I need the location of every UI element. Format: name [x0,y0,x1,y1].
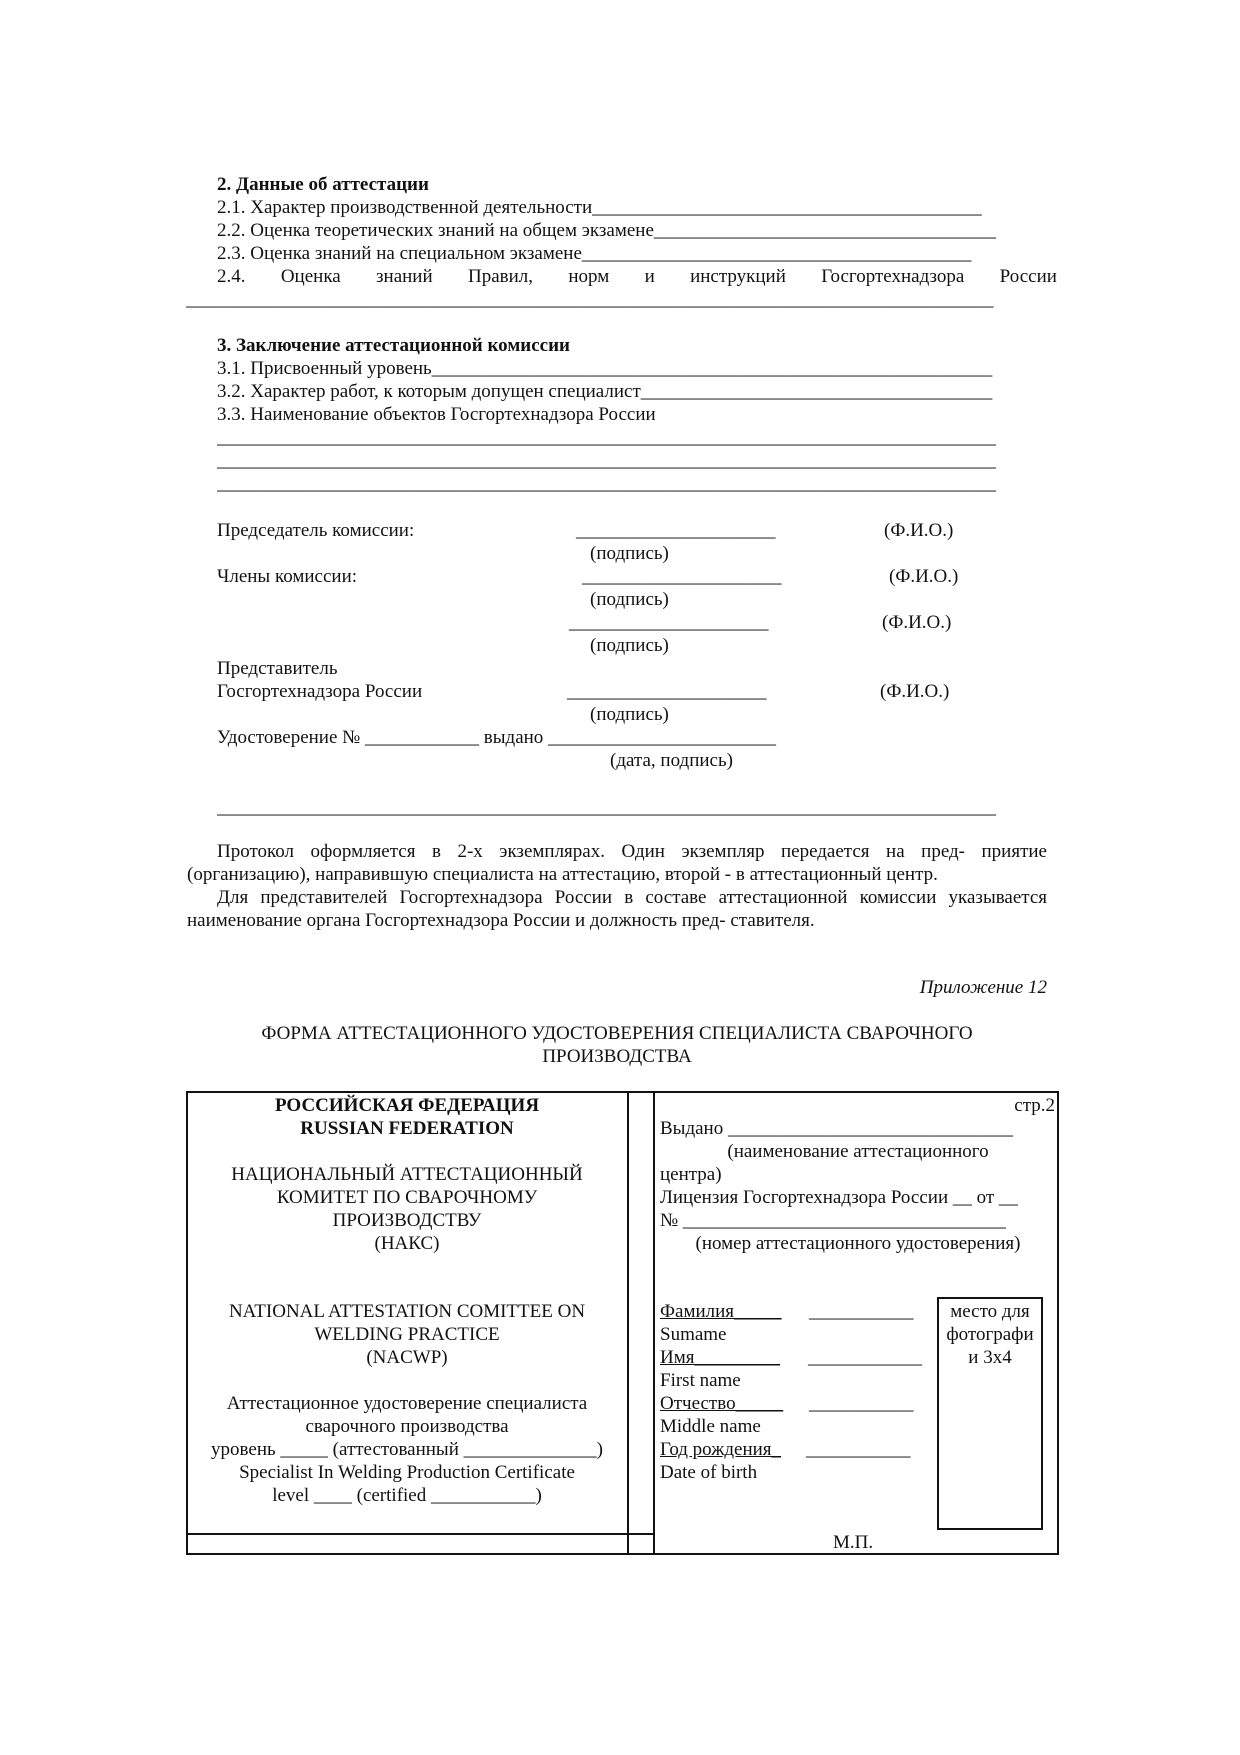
w: инструкций [690,266,786,287]
members-label: Члены комиссии: [217,566,358,587]
chairman-label: Председатель комиссии: [217,520,415,541]
section2-line2: 2.2. Оценка теоретических знаний на общем экзамене____________________________________ [217,220,996,241]
issued-note-1: (наименование аттестационного [727,1141,989,1162]
issued-line: Выдано ______________________________ [660,1118,1013,1139]
date-sig-note: (дата, подпись) [610,750,733,771]
note-paragraph-2: Для представителей Госгортехнадзора России в составе аттестационной комиссии указывается наименование органа Госгортехнадзора России и должность пред- ставителя. [187,887,1047,931]
member1-sig-line: _____________________ [582,566,782,587]
name-label-ru: Имя_________ [660,1347,780,1368]
photo-label-2: фотографи [946,1324,1034,1345]
appendix-title-line1: ФОРМА АТТЕСТАЦИОННОГО УДОСТОВЕРЕНИЯ СПЕЦИАЛИСТА СВАРОЧНОГО [261,1023,973,1044]
chairman-fio: (Ф.И.О.) [884,520,954,541]
cert-level-en: level ____ (certified ___________) [272,1485,542,1506]
rf-en: RUSSIAN FEDERATION [300,1118,514,1139]
surname-label-en: Sumame [660,1324,727,1345]
member2-sig-line: _____________________ [569,612,769,633]
chairman-sig-line: _____________________ [576,520,776,541]
section3-blank-line: __________________________________________________________________________________ [217,450,996,471]
note-paragraph-1: Протокол оформляется в 2-х экземплярах. Один экземпляр передается на пред- приятие (организацию), направившую специалиста на аттестацию, второй - в аттестационный центр. [187,841,1047,885]
license-line: Лицензия Госгортехнадзора России __ от __ [660,1187,1018,1208]
w: России [999,266,1057,287]
section2-line3: 2.3. Оценка знаний на специальном экзамене_________________________________________ [217,243,972,264]
middle-name-label-ru: Отчество_____ [660,1393,784,1414]
nacwp-line3: (NACWP) [366,1347,448,1368]
certificate-divider-left [627,1091,629,1555]
naks-line1: НАЦИОНАЛЬНЫЙ АТТЕСТАЦИОННЫЙ [231,1164,583,1185]
certificate-left-bottom-rule [186,1533,627,1535]
w: знаний [376,266,433,287]
member1-fio: (Ф.И.О.) [889,566,959,587]
w: Госгортехнадзора [821,266,965,287]
issued-note-2: центра) [660,1164,722,1185]
naks-line4: (НАКС) [374,1233,440,1254]
middle-name-label-en: Middle name [660,1416,761,1437]
page-number: стр.2 [1014,1095,1055,1116]
cert-number-line: № __________________________________ [660,1210,1006,1231]
surname-label-ru: Фамилия_____ [660,1301,782,1322]
dob-blank: ___________ [806,1439,911,1460]
rf-ru: РОССИЙСКАЯ ФЕДЕРАЦИЯ [274,1095,540,1116]
cert-title-ru-2: сварочного производства [305,1416,509,1437]
naks-line2: КОМИТЕТ ПО СВАРОЧНОМУ [276,1187,538,1208]
cert-issued-line: Удостоверение № ____________ выдано ________________________ [217,727,777,748]
middle-name-blank: ___________ [809,1393,914,1414]
name-blank: ____________ [808,1347,922,1368]
section3-line3: 3.3. Наименование объектов Госгортехнадзора России [217,404,656,425]
section2-line4 [217,265,1057,288]
rep-label-1: Представитель [217,658,338,679]
section2-heading: 2. Данные об аттестации [217,174,429,195]
section3-heading: 3. Заключение аттестационной комиссии [217,335,570,356]
rep-podpis: (подпись) [590,704,669,725]
nacwp-line1: NATIONAL ATTESTATION COMITTEE ON [228,1301,586,1322]
section2-line4-tail: _____________________________________________________________________________________ [186,289,994,310]
section3-line2: 3.2. Характер работ, к которым допущен специалист_____________________________________ [217,381,993,402]
final-blank-line: __________________________________________________________________________________ [217,797,996,818]
certificate-divider-right [653,1091,655,1555]
nacwp-line2: WELDING PRACTICE [314,1324,500,1345]
w: норм [568,266,610,287]
section3-blank-line: __________________________________________________________________________________ [217,427,996,448]
photo-label-1: место для [950,1301,1030,1322]
rep-sig-line: _____________________ [567,681,767,702]
w: 2.4. [217,266,246,287]
w: Правил, [467,266,534,287]
photo-label-3: и 3x4 [968,1347,1012,1368]
dob-label-en: Date of birth [660,1462,758,1483]
w: и [644,266,655,287]
appendix-title-line2: ПРОИЗВОДСТВА [542,1046,692,1067]
cert-title-ru-1: Аттестационное удостоверение специалиста [226,1393,588,1414]
member2-fio: (Ф.И.О.) [882,612,952,633]
section2-line1: 2.1. Характер производственной деятельности_________________________________________ [217,197,982,218]
naks-line3: ПРОИЗВОДСТВУ [332,1210,482,1231]
cert-level-ru: уровень _____ (аттестованный ______________) [211,1439,603,1460]
cert-title-en: Specialist In Welding Production Certificate [239,1462,575,1483]
w: Оценка [280,266,341,287]
stamp-place: М.П. [833,1532,874,1553]
rep-fio: (Ф.И.О.) [880,681,950,702]
section3-line1: 3.1. Присвоенный уровень___________________________________________________________ [217,358,993,379]
cert-number-note: (номер аттестационного удостоверения) [695,1233,1021,1254]
appendix-label: Приложение 12 [919,977,1047,998]
dob-label-ru: Год рождения_ [660,1439,782,1460]
section3-blank-line: __________________________________________________________________________________ [217,473,996,494]
member1-podpis: (подпись) [590,589,669,610]
certificate-mid-bottom-rule [627,1533,653,1535]
chairman-podpis: (подпись) [590,543,669,564]
member2-podpis: (подпись) [590,635,669,656]
surname-blank: ___________ [809,1301,914,1322]
rep-label-2: Госгортехнадзора России [217,681,423,702]
name-label-en: First name [660,1370,741,1391]
